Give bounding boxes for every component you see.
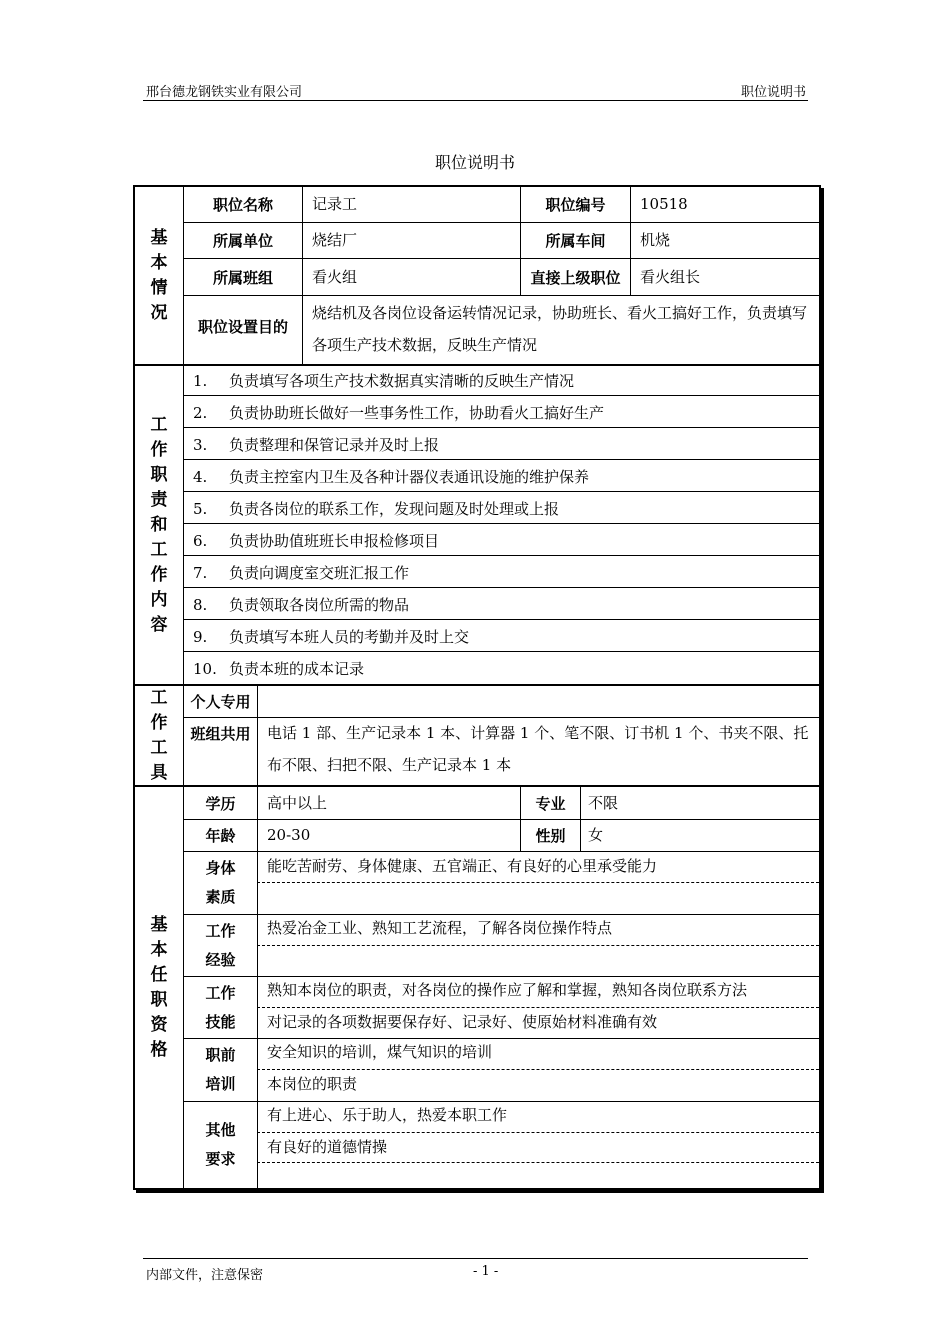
duty-item: 5. 负责各岗位的联系工作，发现问题及时处理或上报 (193, 500, 560, 518)
label-training: 职前培训 (205, 1046, 236, 1093)
company-name: 邢台德龙钢铁实业有限公司 (146, 85, 303, 100)
value-other-2: 有良好的道德情操 (267, 1138, 388, 1156)
label-experience: 工作经验 (205, 921, 236, 969)
label-superior: 直接上级职位 (530, 268, 621, 287)
section-duties: 工作职责和工作内容 (150, 414, 168, 635)
value-age: 20-30 (267, 826, 311, 844)
value-other-1: 有上进心、乐于助人，热爱本职工作 (267, 1106, 508, 1124)
section-basic-info: 基本情况 (150, 227, 168, 323)
duty-item: 2. 负责协助班长做好一些事务性工作，协助看火工搞好生产 (193, 404, 605, 422)
section-tools: 工作工具 (150, 687, 168, 783)
label-personal-tools: 个人专用 (190, 693, 251, 711)
label-education: 学历 (205, 794, 236, 813)
label-position-name: 职位名称 (212, 196, 273, 214)
confidential-note: 内部文件，注意保密 (146, 1268, 264, 1283)
label-other-requirements: 其他要求 (205, 1121, 236, 1168)
page-footer (143, 1258, 808, 1283)
label-major: 专业 (535, 794, 566, 813)
value-position-code: 10518 (640, 195, 688, 213)
value-gender: 女 (588, 826, 604, 844)
value-physical-1: 能吃苦耐劳、身体健康、五官端正、有良好的心里承受能力 (267, 857, 658, 875)
value-purpose: 烧结机及各岗位设备运转情况记录，协助班长、看火工搞好工作，负责填写各项生产技术数据，反映生产情况 (312, 304, 808, 354)
value-skills-1: 熟知本岗位的职责，对各岗位的操作应了解和掌握，熟知各岗位联系方法 (267, 981, 748, 999)
header-doc-type: 职位说明书 (740, 85, 806, 100)
label-team: 所属班组 (212, 268, 273, 287)
page-header (143, 80, 808, 101)
document-title: 职位说明书 (434, 153, 515, 172)
value-experience-1: 热爱冶金工业、熟知工艺流程，了解各岗位操作特点 (267, 919, 613, 937)
duty-item: 7. 负责向调度室交班汇报工作 (193, 564, 410, 582)
value-training-1: 安全知识的培训，煤气知识的培训 (267, 1043, 493, 1061)
section-qualifications: 基本任职资格 (150, 914, 168, 1060)
value-position-name: 记录工 (312, 195, 358, 213)
value-superior: 看火组长 (640, 268, 701, 286)
value-training-2: 本岗位的职责 (267, 1075, 358, 1093)
value-team-tools: 电话 1 部、生产记录本 1 本、计算器 1 个、笔不限、订书机 1 个、书夹不限、托布不限、扫把不限、生产记录本 1 本 (267, 724, 809, 774)
job-description-table (133, 185, 821, 1190)
label-age: 年龄 (205, 827, 236, 845)
duty-item: 3. 负责整理和保管记录并及时上报 (193, 436, 440, 454)
duty-item: 9. 负责填写本班人员的考勤并及时上交 (193, 628, 470, 646)
duty-item: 1. 负责填写各项生产技术数据真实清晰的反映生产情况 (193, 372, 575, 390)
duty-item: 8. 负责领取各岗位所需的物品 (193, 596, 410, 614)
label-purpose: 职位设置目的 (197, 318, 288, 336)
label-physical: 身体素质 (205, 859, 236, 906)
duty-item: 6. 负责协助值班班长申报检修项目 (193, 532, 440, 550)
label-team-tools: 班组共用 (190, 724, 251, 743)
value-skills-2: 对记录的各项数据要保存好、记录好、使原始材料准确有效 (267, 1013, 658, 1031)
label-gender: 性别 (535, 827, 566, 845)
duty-item: 4. 负责主控室内卫生及各种计器仪表通讯设施的维护保养 (193, 468, 590, 486)
label-department: 所属单位 (212, 232, 273, 250)
label-skills: 工作技能 (205, 983, 236, 1031)
value-workshop: 机烧 (640, 231, 671, 249)
value-department: 烧结厂 (312, 231, 358, 249)
value-education: 高中以上 (267, 794, 328, 812)
value-team: 看火组 (312, 268, 358, 286)
value-major: 不限 (588, 794, 619, 812)
label-workshop: 所属车间 (545, 232, 606, 250)
label-position-code: 职位编号 (545, 196, 606, 214)
page-number: - 1 - (473, 1264, 499, 1279)
duty-item: 10. 负责本班的成本记录 (193, 660, 365, 678)
